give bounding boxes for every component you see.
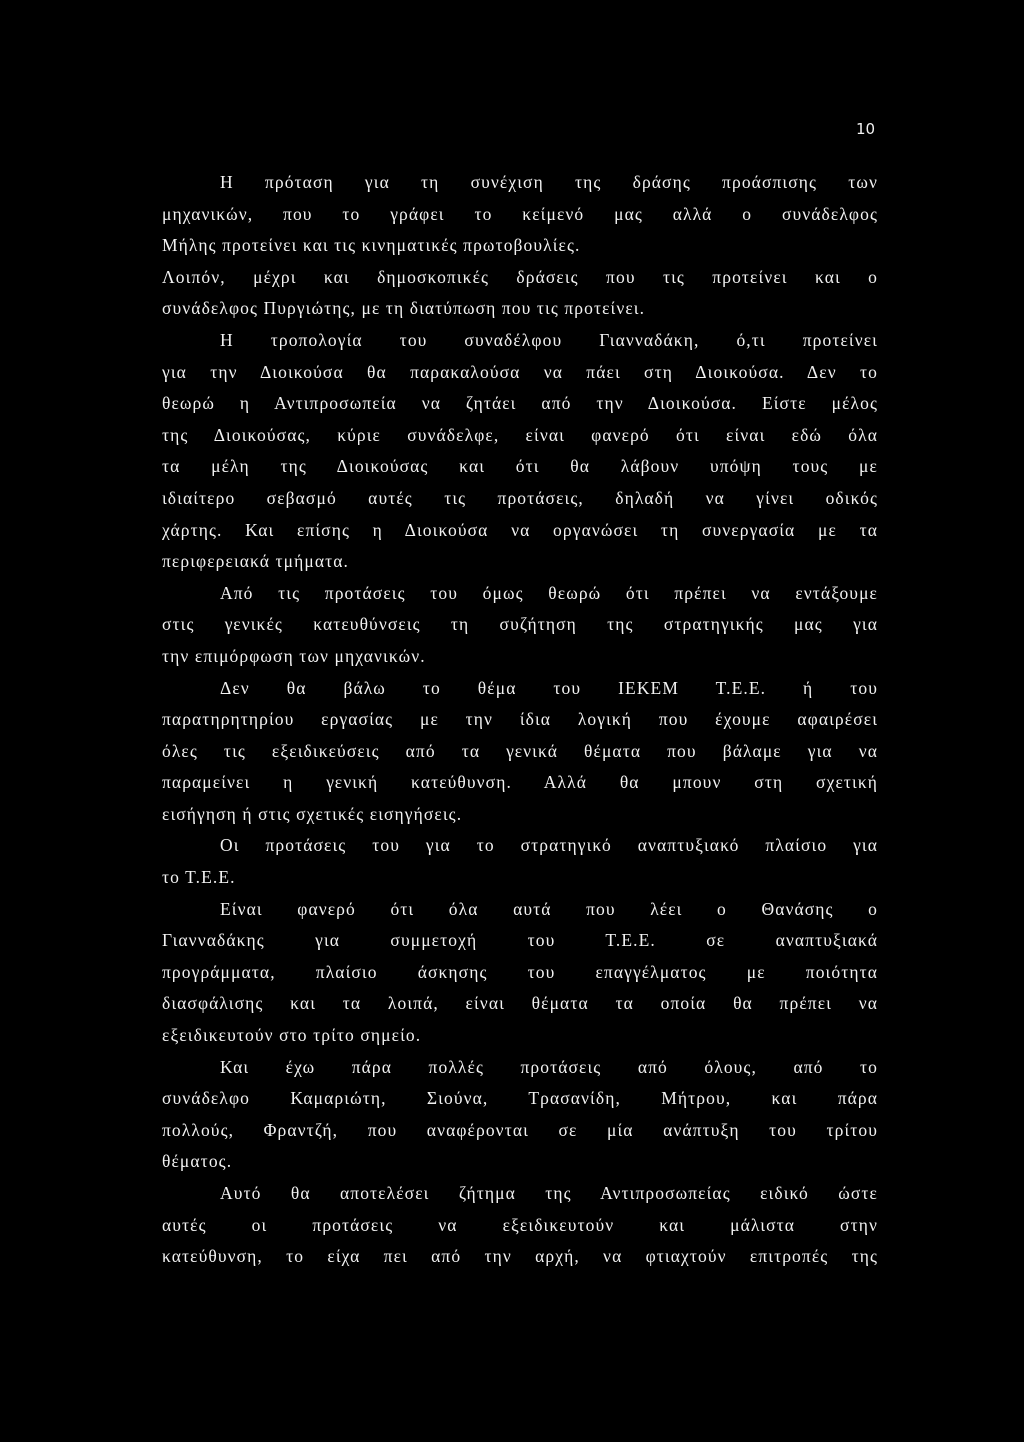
text-line: της Διοικούσας, κύριε συνάδελφε, είναι φανερό ότι είναι εδώ όλα <box>162 424 878 445</box>
text-line: Η τροπολογία του συναδέλφου Γιανναδάκη, ό,τι προτείνει <box>220 329 878 350</box>
text-line: χάρτης. Και επίσης η Διοικούσα να οργανώσει τη συνεργασία με τα <box>162 519 878 540</box>
text-line: προγράμματα, πλαίσιο άσκησης του επαγγέλματος με ποιότητα <box>162 961 878 982</box>
text-line: παρατηρητηρίου εργασίας με την ίδια λογική που έχουμε αφαιρέσει <box>162 709 878 730</box>
text-line: περιφερειακά τμήματα. <box>162 551 350 572</box>
text-line: θεωρώ η Αντιπροσωπεία να ζητάει από την Διοικούσα. Είστε μέλος <box>162 393 878 414</box>
text-line: κατεύθυνση, το είχα πει από την αρχή, να φτιαχτούν επιτροπές της <box>162 1246 878 1267</box>
text-line: Αυτό θα αποτελέσει ζήτημα της Αντιπροσωπείας ειδικό ώστε <box>220 1183 878 1203</box>
text-line: Γιανναδάκης για συμμετοχή του Τ.Ε.Ε. σε αναπτυξιακά <box>162 930 878 951</box>
text-line: Λοιπόν, μέχρι και δημοσκοπικές δράσεις που τις προτείνει και ο <box>162 266 878 287</box>
text-line: εισήγηση ή στις σχετικές εισηγήσεις. <box>162 803 463 824</box>
document-body <box>162 167 878 1273</box>
text-line: παραμείνει η γενική κατεύθυνση. Αλλά θα μπουν στη σχετική <box>162 772 878 793</box>
text-line: συνάδελφος Πυργιώτης, με τη διατύπωση που τις προτείνει. <box>162 298 646 319</box>
text-line: την επιμόρφωση των μηχανικών. <box>162 645 426 666</box>
text-line: πολλούς, Φραντζή, που αναφέρονται σε μία ανάπτυξη του τρίτου <box>162 1119 878 1140</box>
text-line: διασφάλισης και τα λοιπά, είναι θέματα τα οποία θα πρέπει να <box>162 993 878 1014</box>
text-line: Οι προτάσεις του για το στρατηγικό αναπτυξιακό πλαίσιο για <box>220 835 878 856</box>
text-line: όλες τις εξειδικεύσεις από τα γενικά θέματα που βάλαμε για να <box>162 740 878 761</box>
text-line: για την Διοικούσα θα παρακαλούσα να πάει στη Διοικούσα. Δεν το <box>162 361 878 382</box>
text-line: εξειδικευτούν στο τρίτο σημείο. <box>162 1025 422 1046</box>
text-line: Μήλης προτείνει και τις κινηματικές πρωτοβουλίες. <box>162 235 581 256</box>
text-line: Δεν θα βάλω το θέμα του ΙΕΚΕΜ Τ.Ε.Ε. ή του <box>220 677 878 698</box>
text-line: στις γενικές κατευθύνσεις τη συζήτηση της στρατηγικής μας για <box>162 614 878 635</box>
text-line: Είναι φανερό ότι όλα αυτά που λέει ο Θανάσης ο <box>220 898 878 919</box>
text-line: Από τις προτάσεις του όμως θεωρώ ότι πρέπει να εντάξουμε <box>220 582 878 603</box>
text-line: Η πρόταση για τη συνέχιση της δράσης προάσπισης των <box>220 172 878 192</box>
text-line: ιδιαίτερο σεβασμό αυτές τις προτάσεις, δηλαδή να γίνει οδικός <box>162 487 878 508</box>
text-line: Και έχω πάρα πολλές προτάσεις από όλους, από το <box>220 1056 878 1077</box>
text-line: συνάδελφο Καμαριώτη, Σιούνα, Τρασανίδη, Μήτρου, και πάρα <box>162 1088 878 1109</box>
page-number: 10 <box>856 120 876 138</box>
text-line: αυτές οι προτάσεις να εξειδικευτούν και μάλιστα στην <box>162 1214 878 1235</box>
text-line: το Τ.Ε.Ε. <box>162 867 236 888</box>
text-line: τα μέλη της Διοικούσας και ότι θα λάβουν υπόψη τους με <box>162 456 878 477</box>
text-line: μηχανικών, που το γράφει το κείμενό μας αλλά ο συνάδελφος <box>162 203 878 224</box>
text-line: θέματος. <box>162 1151 233 1172</box>
